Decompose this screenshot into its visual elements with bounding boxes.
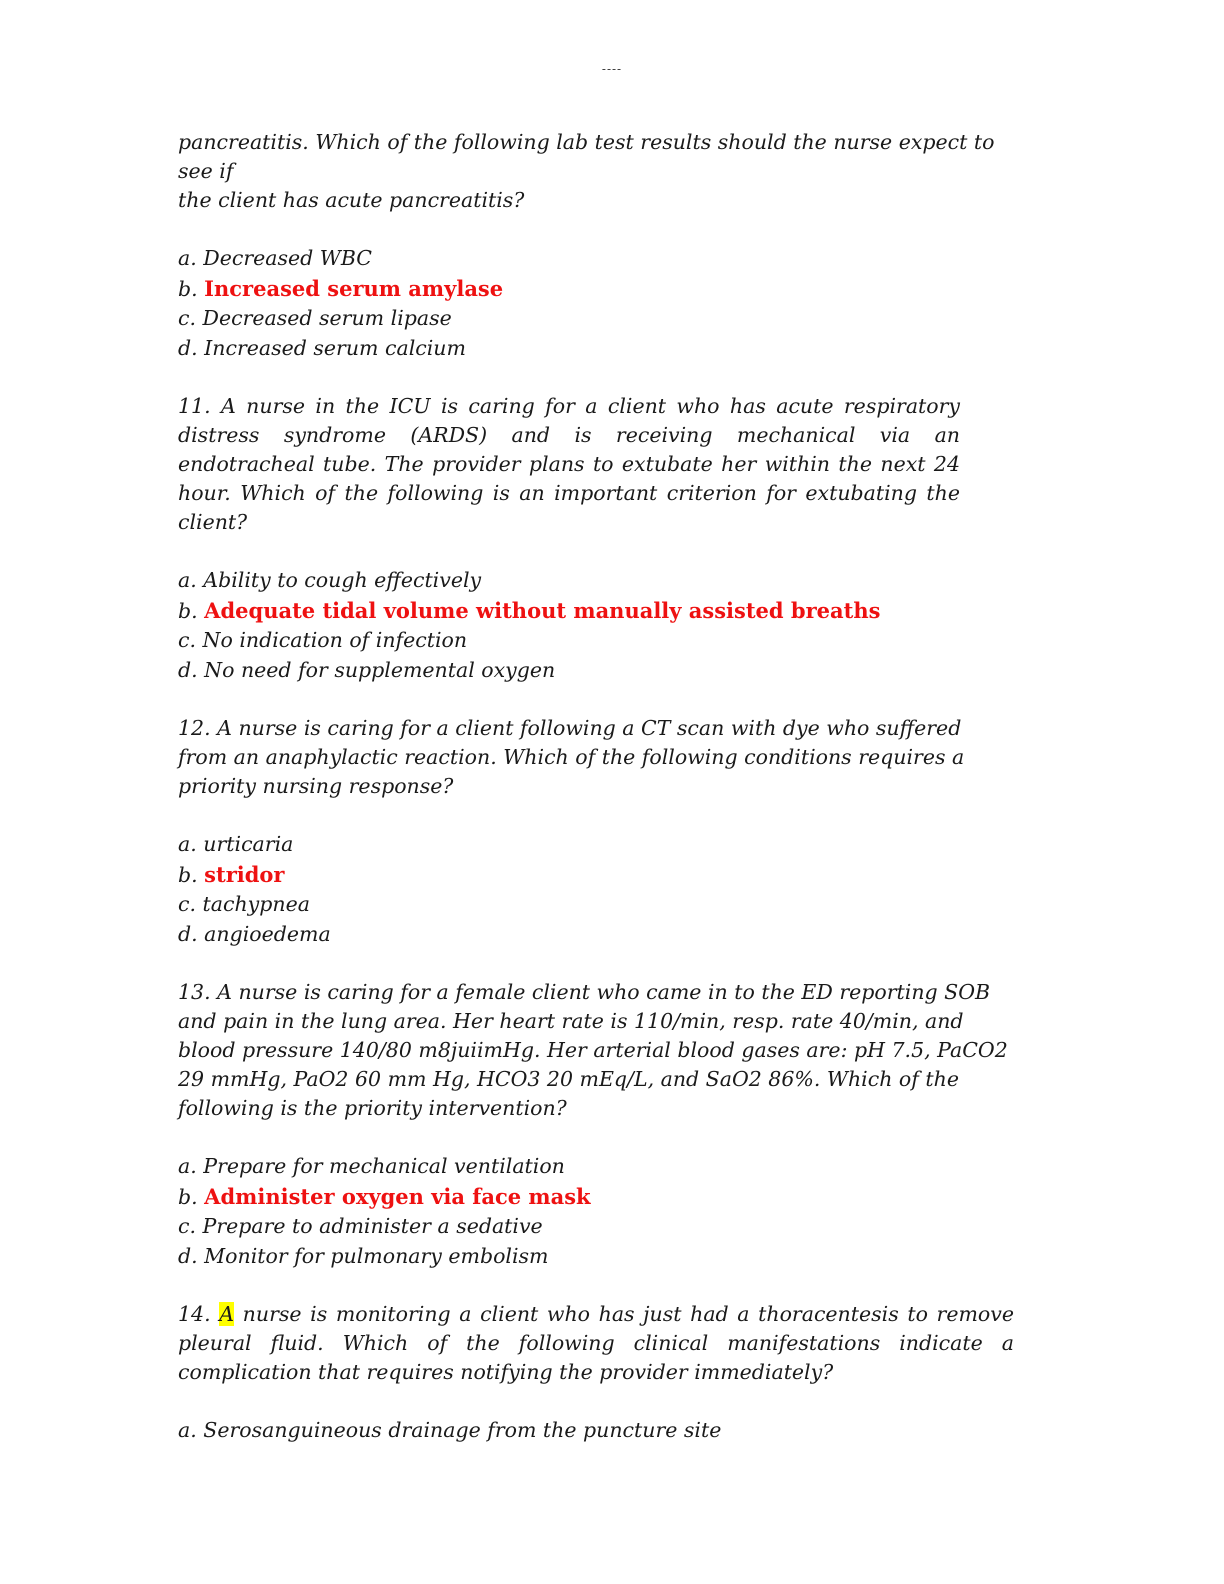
question-14 bbox=[178, 1300, 1014, 1446]
question-11-option-c: c. No indication of infection bbox=[178, 628, 468, 652]
question-11-option-a: a. Ability to cough effectively bbox=[178, 568, 482, 592]
question-10-option-a: a. Decreased WBC bbox=[178, 246, 372, 270]
question-10-stem-line-1: pancreatitis. Which of the following lab test results should the nurse expect to see if bbox=[178, 130, 995, 183]
question-14-stem: 14. A nurse is monitoring a client who has just had a thoracentesis to remove pleural fluid. Which of the following clinical manifestations indicate a complication that requires notifying the provider immediately? bbox=[178, 1302, 1014, 1384]
highlighted-text: A bbox=[219, 1302, 235, 1326]
question-12 bbox=[178, 714, 1014, 949]
question-12-option-c: c. tachypnea bbox=[178, 892, 310, 916]
question-13-option-a: a. Prepare for mechanical ventilation bbox=[178, 1154, 565, 1178]
question-10 bbox=[178, 128, 1014, 363]
question-13-option-b: b. Administer oxygen via face mask bbox=[178, 1183, 591, 1209]
question-13-option-d: d. Monitor for pulmonary embolism bbox=[178, 1243, 549, 1268]
correct-answer: Adequate tidal volume without manually assisted breaths bbox=[204, 597, 881, 623]
question-10-option-b: b. Increased serum amylase bbox=[178, 275, 504, 301]
document-body bbox=[178, 128, 1014, 1446]
question-14-option-a: a. Serosanguineous drainage from the puncture site bbox=[178, 1418, 722, 1442]
question-13-option-c: c. Prepare to administer a sedative bbox=[178, 1214, 543, 1238]
question-13-stem: 13. A nurse is caring for a female client who came in to the ED reporting SOB and pain in the lung area. Her heart rate is 110/min, resp. rate 40/min, and blood pressure 140/80 m8juiimHg. Her arterial blood gases are: pH 7.5, PaCO2 29 mmHg, PaO2 60 mm Hg, HCO3 20 mEq/L, and SaO2 86%. Which of the following is the priority intervention? bbox=[178, 980, 1008, 1120]
question-10-stem bbox=[178, 128, 1014, 215]
question-12-option-a: a. urticaria bbox=[178, 832, 294, 856]
question-11-stem: 11. A nurse in the ICU is caring for a client who has acute respiratory distress syndrome (ARDS) and is receiving mechanical via an endotracheal tube. The provider plans to extubate her within the next 24 hour. Which of the following is an important criterion for extubating the client? bbox=[178, 394, 960, 534]
correct-answer: stridor bbox=[204, 861, 285, 887]
correct-answer: Increased serum amylase bbox=[204, 275, 504, 301]
question-11-option-d: d. No need for supplemental oxygen bbox=[178, 657, 556, 682]
question-12-option-b: b. stridor bbox=[178, 861, 285, 887]
question-13 bbox=[178, 978, 1014, 1271]
correct-answer: Administer oxygen via face mask bbox=[204, 1183, 591, 1209]
question-12-stem: 12. A nurse is caring for a client following a CT scan with dye who suffered from an anaphylactic reaction. Which of the following conditions requires a priority nursing response? bbox=[178, 716, 965, 798]
question-10-stem-line-2: the client has acute pancreatitis? bbox=[178, 188, 525, 212]
question-10-option-d: d. Increased serum calcium bbox=[178, 335, 466, 360]
question-11-option-b: b. Adequate tidal volume without manually assisted breaths bbox=[178, 597, 881, 623]
page-header: ---- bbox=[601, 62, 623, 76]
question-12-option-d: d. angioedema bbox=[178, 921, 331, 946]
question-10-option-c: c. Decreased serum lipase bbox=[178, 306, 452, 330]
question-11 bbox=[178, 392, 1014, 685]
